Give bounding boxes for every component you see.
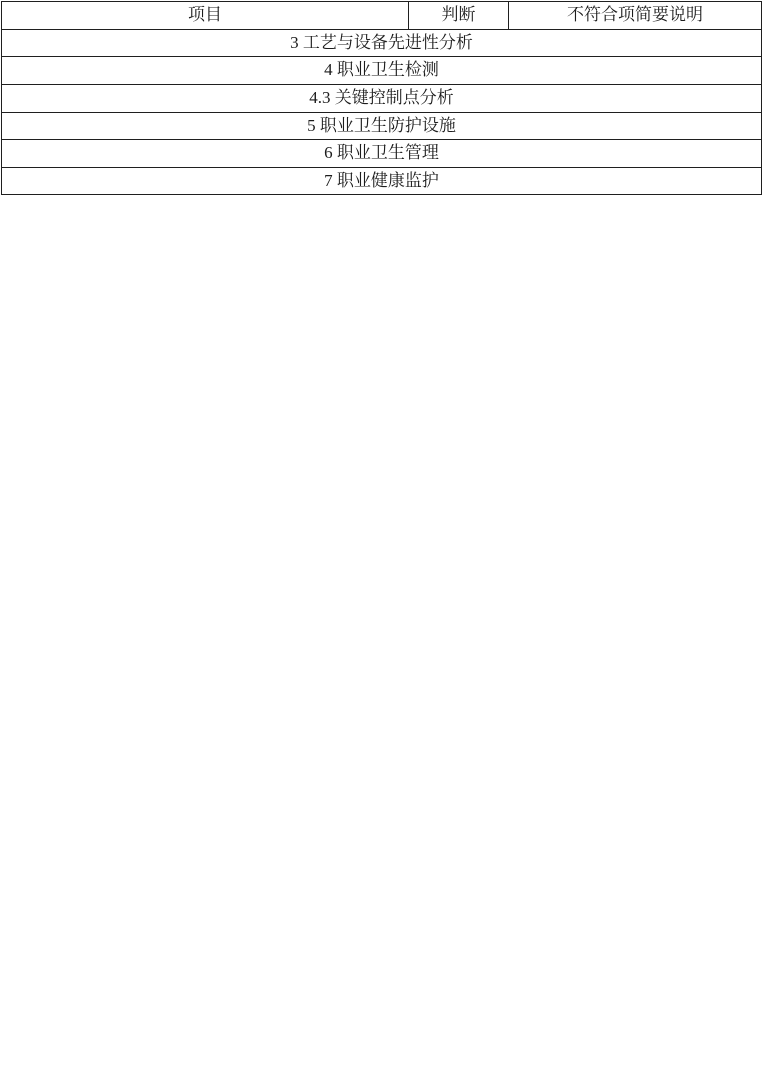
col-header-judgment: 判断 [409,2,509,30]
section-row [2,29,762,57]
section-row [2,84,762,112]
section-row [2,57,762,85]
section-row [2,167,762,195]
table-body [2,29,762,195]
col-header-item: 项目 [2,2,409,30]
section-cell: 3 工艺与设备先进性分析 [2,29,762,57]
section-cell: 4.3 关键控制点分析 [2,84,762,112]
section-cell: 6 职业卫生管理 [2,140,762,168]
section-cell: 4 职业卫生检测 [2,57,762,85]
section-row [2,140,762,168]
section-cell: 7 职业健康监护 [2,167,762,195]
section-row [2,112,762,140]
col-header-note: 不符合项简要说明 [509,2,762,30]
header-row [2,2,762,30]
section-cell: 5 职业卫生防护设施 [2,112,762,140]
evaluation-table [1,1,762,195]
